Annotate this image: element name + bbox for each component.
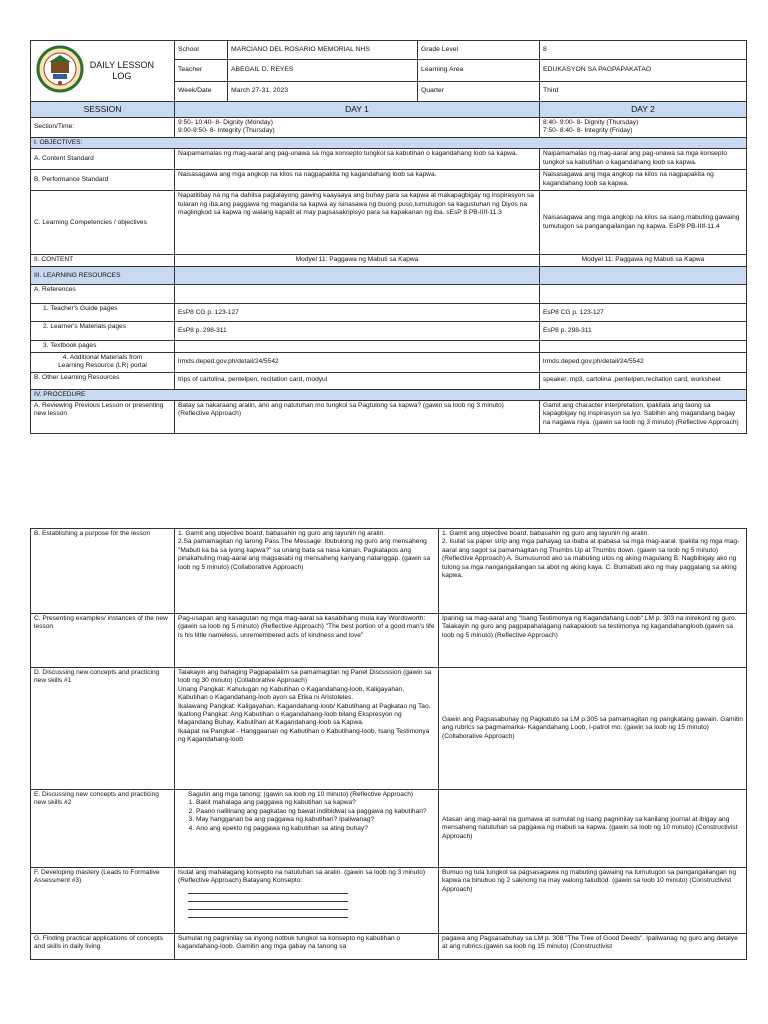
- purpose-day2-step1: 1. Gamit ang objective board, babasahin ng guro ang layunin ng aralin.: [442, 530, 650, 537]
- content-label: II. CONTENT: [31, 255, 175, 267]
- procedure-heading: IV. PROCEDURE: [31, 389, 747, 400]
- textbook-day1-empty: [175, 341, 540, 352]
- applications-day1: Sumulat ng pagninilay sa inyong notbuk tungkol sa konsepto ng kabutihan o kagandahang-loob. Gamitin ang mga gabay na tanong sa: [175, 934, 439, 960]
- performance-standard-day1: Naisasagawa ang mga angkop na kilos na nagpapakita ng kagandahang loob sa kapwa.: [175, 170, 540, 191]
- question-item: 1. Bakit mahalaga ang paggawa ng kabutihan sa kapwa?: [196, 799, 435, 807]
- discussing1-day1-group3: Ikatlong Pangkat: Ang Kabutihan o Kagandahang-loob bilang Ekspresyon ng Magandang Buhay, Kabutihan at Kagandahang-loob sa Kapwa.: [178, 711, 402, 727]
- teacher-label: Teacher: [175, 60, 228, 82]
- resources-heading: III. LEARNING RESOURCES: [31, 267, 175, 285]
- other-day1: trips of cartolina, pentelpen, recitation card, modyul: [175, 372, 540, 389]
- discussing2-label: E. Discussing new concepts and practicing new skills #2: [31, 790, 175, 868]
- mastery-day2: Bumuo ng tula tungkol sa pagsasagawa ng mabuting gawaing na tumutugon sa pangangailangan ng kapwa na binubuo ng 2 saknong na may walong taludtod. (gawin sa loob 10 minuto) (Constructivist Approach): [439, 868, 747, 934]
- title-line2: LOG: [112, 71, 132, 81]
- textbook-label: 3. Textbook pages: [31, 341, 175, 352]
- applications-label: G. Finding practical applications of concepts and skills in daily living: [31, 934, 175, 960]
- discussing1-label: D. Discussing new concepts and practicing new skills #1: [31, 668, 175, 790]
- guide-label: 1. Teacher's Guide pages: [31, 304, 175, 322]
- purpose-day2: [439, 529, 747, 614]
- answer-line[interactable]: [188, 894, 348, 902]
- guide-day2: EsP8 CG p. 123-127: [540, 304, 747, 322]
- discussing2-day1: [175, 790, 439, 868]
- question-item: 3. May hangganan ba ang paggawa ng kabutihan? Ipaliwanag?: [196, 816, 435, 824]
- applications-day2: pagawa ang Pagsasabuhay sa LM p. 308 "The Tree of Good Deeds". Ipaliwanag ng guro ang detalye at ang rubrics.(gawin sa loob ng 15 minuto) (Constructivist: [439, 934, 747, 960]
- purpose-label: B. Establishing a purpose for the lesson: [31, 529, 175, 614]
- dll-table-page1: [30, 40, 747, 434]
- page-title: [87, 60, 157, 82]
- area-value: EDUKASYON SA PAGPAPAKATAO: [540, 60, 747, 82]
- mastery-day1-text: Isulat ang mahalagang konsepto na natutuhan sa aralin. (gawin sa loob ng 3 minuto) (Reflective Approach) Batayang Konsepto:: [178, 869, 426, 885]
- week-label: Week/Date: [175, 82, 228, 102]
- school-value: MARCIANO DEL ROSARIO MEMORIAL NHS: [228, 41, 418, 60]
- additional-label-line2: Learning Resource (LR) portal: [58, 362, 147, 370]
- materials-day2: EsP8 p. 298-311: [540, 322, 747, 341]
- answer-line[interactable]: [188, 910, 348, 918]
- title-line1: DAILY LESSON: [89, 60, 154, 70]
- question-item: 2. Paano nalilinang ang pagkatao ng bawat indibidwal sa paggawa ng kabutihan?: [196, 808, 435, 816]
- textbook-day2-empty: [540, 341, 747, 352]
- section-time-day2: [540, 118, 747, 138]
- grade-value: 8: [540, 41, 747, 60]
- purpose-day2-step2: 2. Isulat sa paper strip ang mga pahayag sa ibaba at ipabasa sa mga mag-aaral. Ipakita ng mga mag-aaral ang sagot sa pamamagitan ng Thumbs Up at Thumbs down. (gawin sa loob ng 5 minuto) (Reflective Approach) A. Sumusunod ako sa mabuting utos ng aking magulang B. Nagbibigay ako ng tulong sa mga nangangailangan sa abot ng aking kaya. C. Bumabati ako ng may paggalang sa aking kapwa.: [442, 538, 740, 580]
- teacher-value: ABEGAIL D. REYES: [228, 60, 418, 82]
- guide-day1: EsP8 CG p. 123-127: [175, 304, 540, 322]
- performance-standard-day2: Naisasagawa ang mga angkop na kilos na nagpapakita ng kagandahang loob sa kapwa.: [540, 170, 747, 191]
- resources-day2-empty: [540, 267, 747, 285]
- references-day2-empty: [540, 285, 747, 304]
- answer-line[interactable]: [188, 902, 348, 910]
- day1-header: DAY 1: [175, 102, 540, 118]
- discussing2-day2: Atasan ang mag-aaral na gumawa at sumulat ng isang pagninilay sa kanilang journal at ibigay ang mensaheng natutuhan sa paggawa ng mabuti sa kapwa. (gawin sa loob ng 10 minuto) (Constructivist Approach): [439, 790, 747, 868]
- presenting-day2: Iparinig sa mag-aaral ang "Isang Testimonya ng Kagandahang Loob" LM p. 303 na inirekord ng guro. Talakayin ng guro ang pagpapahalagang nakapaloob sa testimonya ng kagandahangloob.(gawin sa loob ng 5 minuto) (Reflective Approach): [439, 614, 747, 668]
- additional-day1: lrmds.deped.gov.ph/detail/24/5542: [175, 352, 540, 372]
- additional-label-line1: 4. Additional Materials from: [62, 353, 143, 361]
- performance-standard-label: B. Performance Standard: [31, 170, 175, 191]
- content-standard-day1: Naipamamalas ng mag-aaral ang pag-unawa sa mga konsepto tungkol sa kabutihan o kagandahang loob sa kapwa.: [175, 149, 540, 170]
- content-standard-label: A. Content Standard: [31, 149, 175, 170]
- references-day1-empty: [175, 285, 540, 304]
- week-value: March 27-31, 2023: [228, 82, 418, 102]
- resources-day1-empty: [175, 267, 540, 285]
- content-day1: Modyel 11: Paggawa ng Mabuti sa Kapwa: [175, 255, 540, 267]
- section-time-day1-line2: 9:00-9:50- 8- Integrity (Thursday): [178, 127, 275, 135]
- discussing1-day1-group2: Ikalawang Pangkat: Kaligayahan, Kagandahang-loob/ Kabutihang at Pagkatao ng Tao.: [178, 702, 431, 710]
- competencies-label: C. Learning Competencies / objectives: [31, 191, 175, 255]
- other-day2: speaker, mp3, cartolina ,pentelpen,recitation card, worksheet: [540, 372, 747, 389]
- grade-label: Grade Level: [418, 41, 540, 60]
- section-time-day1-line1: 9:50- 10:40- 8- Dignity (Monday): [178, 119, 273, 126]
- discussing1-day1-intro: Talakayin ang bahaging Pagpapalalim sa pamamagitan ng Panel Discussion (gawin sa loob ng 30 minuto) (Collaborative Approach): [178, 669, 432, 685]
- mastery-day1: [175, 868, 439, 934]
- content-day2: Modyel 11: Paggawa ng Mabuti sa Kapwa: [540, 255, 747, 267]
- discussing1-day2: Gawin ang Pagsasabuhay ng Pagkatuto sa LM p.305 sa pamamagitan ng pangkatang gawain. Gamitin ang rubrics sa pagmamarka- Kagandahang Loob, I-patrol mo. (gawin sa loob ng 15 minuto) (Collaborative Approach): [439, 668, 747, 790]
- discussing1-day1-group4: Ikaapat na Pangkat - Hanggaanan ng Kabutihan o Kabutihang-loob, Isang Testimonya ng Kagandahang-loob: [178, 727, 430, 744]
- discussing1-day1-group1: Unang Pangkat: Kahulugan ng Kabutihan o Kagandahang-loob, Kaligayahan, Kabutihan o Kagandahang-loob ayon sa Etika ni Aristoteles.: [178, 685, 405, 702]
- mastery-label: F. Developing mastery (Leads to Formative Assessment #3): [31, 868, 175, 934]
- purpose-day1: [175, 529, 439, 614]
- answer-line[interactable]: [188, 886, 348, 894]
- question-item: 4. Ano ang epekto ng paggawa ng kabutihan sa ating buhay?: [196, 825, 435, 833]
- discussing2-day1-intro: Sagutin ang mga tanong: (gawin sa loob ng 10 minuto) (Reflective Approach): [188, 791, 414, 798]
- section-time-day2-line2: 7:50- 8:40- 8- Integrity (Friday): [543, 127, 633, 135]
- section-time-day2-line1: 8:40- 9:00- 8- Dignity (Thursday): [543, 119, 639, 126]
- review-label: A. Reviewing Previous Lesson or presenting new lesson: [31, 401, 175, 434]
- session-label: SESSION: [31, 102, 175, 118]
- school-seal-icon: [35, 45, 85, 96]
- additional-day2: lrmds.deped.gov.ph/detail/24/5542: [540, 352, 747, 372]
- competencies-day2: Naisasagawa ang mga angkop na kilos sa isang mabuting gawaing tumutugon sa pangangailangan ng kapwa. EsP8 PB-IIIf-11.4: [540, 191, 747, 255]
- discussing1-day1: [175, 668, 439, 790]
- header-title-cell: [31, 41, 175, 102]
- day2-header: DAY 2: [540, 102, 747, 118]
- quarter-value: Third: [540, 82, 747, 102]
- presenting-day1: Pag-usapan ang kasagutan ng mga mag-aaral sa kasabihang mula kay Wordsworth: (gawin sa loob ng 5 minuto) (Reflective Approach) "The best portion of a good man's life is his little nameless, unremembered acts of kindness and love": [175, 614, 439, 668]
- school-label: School: [175, 41, 228, 60]
- presenting-label: C. Presenting examples/ instances of the new lesson: [31, 614, 175, 668]
- references-label: A. References: [31, 285, 175, 304]
- materials-day1: EsP8 p. 298-311: [175, 322, 540, 341]
- purpose-day1-step1: 1. Gamit ang objective board, babasahin ng guro ang layunin ng aralin.: [178, 530, 386, 537]
- discussing2-question-list: [178, 799, 435, 833]
- section-time-label: Section/Time:: [31, 118, 175, 138]
- area-label: Learning Area: [418, 60, 540, 82]
- quarter-label: Quarter: [418, 82, 540, 102]
- review-day1: Batay sa nakaraang aralin, ano ang natutuhan mo tungkol sa Pagtulong sa kapwa? (gawin sa loob ng 3 minuto) (Reflective Approach): [175, 401, 540, 434]
- dll-table-page2: [30, 528, 747, 960]
- review-day2: Gamit ang character interpretation, ipakilala ang taong sa kapagbigay ng inspirasyon sa iyo. Sabihin ang magandang bagay na nagawa niya. (gawin sa loob ng 3 minuto) (Reflective Approach): [540, 401, 747, 434]
- additional-label: [31, 352, 175, 372]
- other-label: B. Other Learning Resources: [31, 372, 175, 389]
- objectives-heading: I. OBJECTIVES:: [31, 137, 747, 148]
- content-standard-day2: Naipamamalas ng mag-aaral ang pag-unawa sa mga konsepto tungkol sa kabutihan o kagandahang loob sa kapwa.: [540, 149, 747, 170]
- purpose-day1-step2: 2.Sa pamamagitan ng larong Pass The Message: Ibubulong ng guro ang mensaheng "Mabuti ka ba sa iyong kapwa?" sa unang bata sa nasa kanan. Pagkatapos ang pinakahuling mag-aaral ang magsasabi ng mensaheng kanyang natanggap. (gawin sa loob ng 5 minuto) (Collaborative Approach): [178, 538, 431, 571]
- section-time-day1: [175, 118, 540, 138]
- competencies-day1: Napatitibay na ng na dahilsa paglalayong gawing kaayaaya ang buhay para sa kapwa at makapagbigay ng inspirasyon sa tularan ng iba,ang paggawa ng maganda sa kapwa ay isinasawa ng buong puso,tumutugon sa kagustuhan ng Diyos na maglingkod sa kapwa ng walang kapalit at may pagsasakripisyo para sa kapakanan ng iba. sEsP 8 PB-IIIf-11.3: [175, 191, 540, 255]
- materials-label: 2. Learner's Materials pages: [31, 322, 175, 341]
